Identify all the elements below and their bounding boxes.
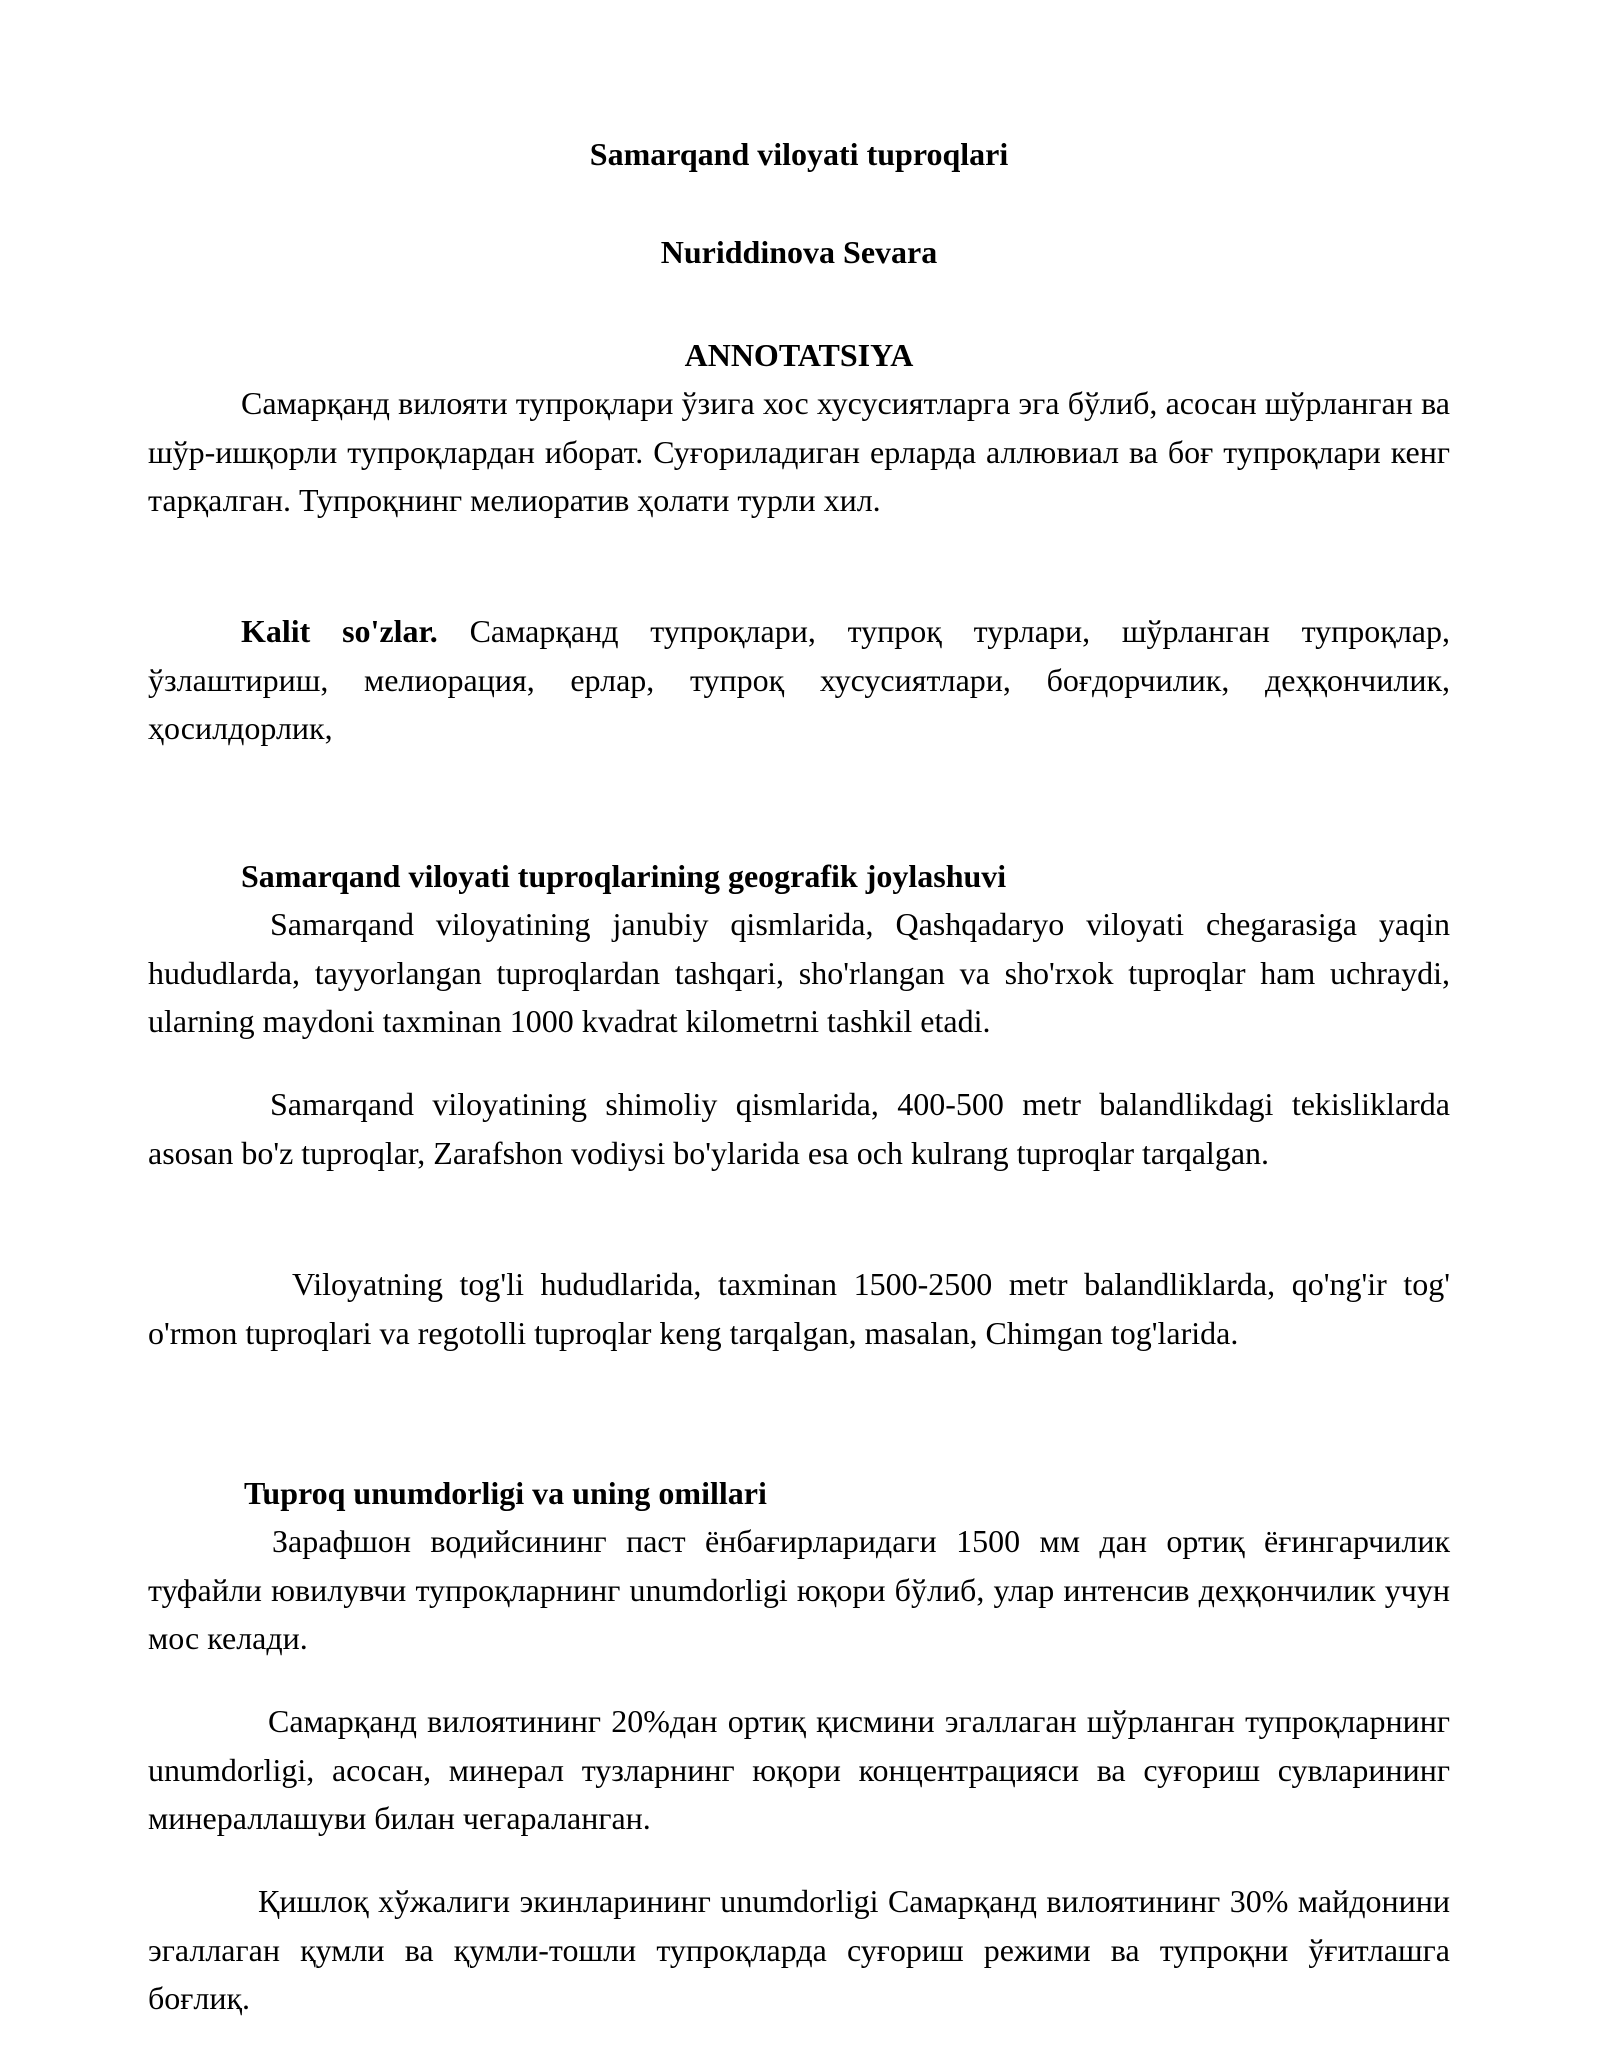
- document-title: Samarqand viloyati tuproqlari: [589, 136, 1009, 172]
- keywords-label: Kalit so'zlar.: [241, 613, 438, 649]
- fertility-paragraph: Самарқанд вилоятининг 20%дан ортиқ қисмини эгаллаган шўрланган тупроқларнинг unumdorligi, асосан, минерал тузларнинг юқори концентрацияси ва суғориш сувларининг минераллашуви билан чегараланган.: [148, 1703, 1450, 1836]
- author-name: Nuriddinova Sevara: [660, 234, 938, 270]
- section-heading-geography: Samarqand viloyati tuproqlarining geografik joylashuvi: [241, 858, 1007, 894]
- geography-paragraph: Samarqand viloyatining shimoliy qismlarida, 400-500 metr balandlikdagi tekisliklarda asosan bo'z tuproqlar, Zarafshon vodiysi bo'ylarida esa och kulrang tuproqlar tarqalgan.: [148, 1086, 1450, 1171]
- keywords-text: Самарқанд тупроқлари, тупроқ турлари, шўрланган тупроқлар, ўзлаштириш, мелиорация, ерлар, тупроқ хусусиятлари, боғдорчилик, деҳқончилик, ҳосилдорлик,: [148, 613, 1451, 746]
- section-heading-fertility: Tuproq unumdorligi va uning omillari: [244, 1475, 767, 1511]
- keywords-paragraph: [148, 607, 1450, 753]
- fertility-paragraph: Қишлоқ хўжалиги экинларининг unumdorligi Самарқанд вилоятининг 30% майдонини эгаллаган қумли ва қумли-тошли тупроқларда суғориш режими ва тупроқни ўғитлашга боғлиқ.: [148, 1883, 1450, 2016]
- annotation-paragraph: Самарқанд вилояти тупроқлари ўзига хос хусусиятларга эга бўлиб, асосан шўрланган ва шўр-ишқорли тупроқлардан иборат. Суғориладиган ерларда аллювиал ва боғ тупроқлари кенг тарқалган. Тупроқнинг мелиоратив ҳолати турли хил.: [148, 385, 1450, 518]
- geography-paragraph: Samarqand viloyatining janubiy qismlarida, Qashqadaryo viloyati chegarasiga yaqin hududlarda, tayyorlangan tuproqlardan tashqari, sho'rlangan va sho'rxok tuproqlar ham uchraydi, ularning maydoni taxminan 1000 kvadrat kilometrni tashkil etadi.: [148, 906, 1450, 1039]
- geography-paragraph: Viloyatning tog'li hududlarida, taxminan 1500-2500 metr balandliklarda, qo'ng'ir tog' o'rmon tuproqlari va regotolli tuproqlar keng tarqalgan, masalan, Chimgan tog'larida.: [148, 1266, 1450, 1351]
- annotation-heading: ANNOTATSIYA: [684, 337, 914, 373]
- fertility-paragraph: Зарафшон водийсининг паст ёнбағирларидаги 1500 мм дан ортиқ ёғингарчилик туфайли ювилувчи тупроқларнинг unumdorligi юқори бўлиб, улар интенсив деҳқончилик учун мос келади.: [148, 1523, 1450, 1656]
